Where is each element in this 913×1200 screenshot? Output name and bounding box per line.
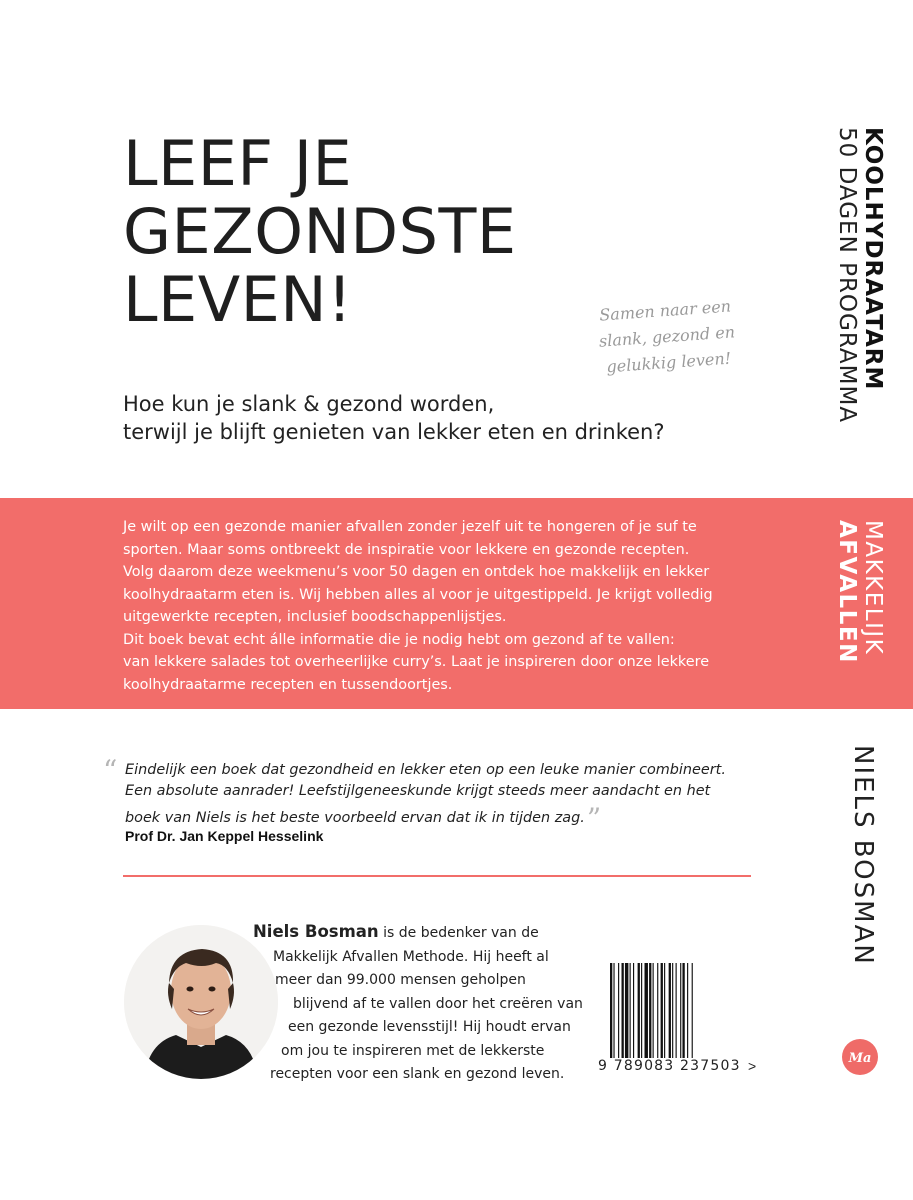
author-bio [253, 920, 583, 1087]
barcode-bar [633, 963, 634, 1058]
headline-line: LEVEN! [123, 263, 353, 336]
subtitle [123, 390, 665, 446]
description-line: sporten. Maar soms ontbreekt de inspiratie voor lekkere en gezonde recepten. [123, 541, 690, 558]
logo-text: Ma [848, 1051, 872, 1066]
headline-line: LEEF JE [123, 127, 353, 200]
quote-line-text: boek van Niels is het beste voorbeeld ervan dat ik in tijden zag. [125, 810, 585, 826]
headline [123, 127, 517, 336]
description-line: Dit boek bevat echt álle informatie die je nodig hebt om gezond af te vallen: [123, 631, 675, 648]
description-text [123, 516, 723, 696]
description-line: koolhydraatarme recepten en tussendoortjes. [123, 676, 453, 693]
barcode-bar [641, 963, 642, 1058]
isbn-arrow: > [748, 1058, 757, 1074]
divider [123, 875, 751, 877]
description-line: Volg daarom deze weekmenu’s voor 50 dagen en ontdek hoe makkelijk en lekker [123, 564, 710, 580]
quote-line: Eindelijk een boek dat gezondheid en lekker eten op een leuke manier combineert. [125, 762, 726, 778]
spine-series-bold: AFVALLEN [834, 520, 860, 664]
spine-title [834, 127, 886, 423]
barcode-bar [657, 963, 658, 1058]
barcode-bar [638, 963, 640, 1058]
description-band [0, 498, 913, 709]
bio-line: Makkelijk Afvallen Methode. Hij heeft al [273, 948, 549, 965]
bio-line: recepten voor een slank en gezond leven. [270, 1066, 565, 1082]
description-line: uitgewerkte recepten, inclusief boodschappenlijstjes. [123, 609, 507, 625]
quote-line: Een absolute aanrader! Leefstijlgeneeskunde krijgt steeds meer aandacht en het [125, 783, 711, 799]
barcode-bar [645, 963, 648, 1058]
publisher-logo-icon [842, 1039, 878, 1075]
bio-line: meer dan 99.000 mensen geholpen [275, 972, 526, 988]
bio-line: om jou te inspireren met de lekkerste [281, 1042, 545, 1059]
barcode-bar [610, 963, 612, 1058]
description-line: van lekkere salades tot overheerlijke curry’s. Laat je inspireren door onze lekkere [123, 654, 710, 670]
bio-first-line [253, 920, 573, 946]
barcode-bar [664, 963, 665, 1058]
barcode-bar [687, 963, 688, 1058]
barcode-bar [625, 963, 628, 1058]
description-line: Je wilt op een gezonde manier afvallen zonder jezelf uit te hongeren of je suf te [123, 519, 697, 535]
barcode-bar [661, 963, 663, 1058]
author-name: Niels Bosman [253, 922, 379, 941]
barcode-bar [622, 963, 624, 1058]
bio-line: blijvend af te vallen door het creëren van [293, 995, 583, 1012]
spine-series-regular: MAKKELIJK [860, 520, 886, 656]
barcode-bar [680, 963, 681, 1058]
handwritten-line: slank, gezond en [598, 322, 736, 351]
handwritten-line: Samen naar een [598, 296, 732, 325]
barcode-bar [613, 963, 614, 1058]
handwritten-line: gelukkig leven! [605, 348, 732, 377]
barcode-bar [649, 963, 651, 1058]
barcode-bar [672, 963, 673, 1058]
subtitle-line: Hoe kun je slank & gezond worden, [123, 392, 495, 416]
isbn-number: 9 789083 237503 [598, 1058, 741, 1074]
barcode-bar [618, 963, 619, 1058]
subtitle-line: terwijl je blijft genieten van lekker eten en drinken? [123, 420, 665, 444]
barcode [610, 963, 740, 1058]
barcode-bar [676, 963, 677, 1058]
barcode-bar [682, 963, 684, 1058]
quote-author: Prof Dr. Jan Keppel Hesselink [125, 828, 324, 844]
spine-author: NIELS BOSMAN [848, 745, 878, 966]
publisher-logo [842, 1039, 878, 1075]
barcode-bar [692, 963, 693, 1058]
spine-title-regular: 50 DAGEN PROGRAMMA [834, 127, 860, 424]
quote-close-mark: ” [586, 802, 602, 835]
quote-line [125, 802, 765, 835]
headline-line: GEZONDSTE [123, 195, 517, 268]
bio-line: een gezonde levensstijl! Hij houdt ervan [288, 1019, 571, 1035]
spine-title-bold: KOOLHYDRAATARM [860, 127, 886, 391]
bio-text: is de bedenker van de [378, 925, 539, 941]
barcode-bar [669, 963, 671, 1058]
barcode-bar [653, 963, 654, 1058]
description-line: koolhydraatarm eten is. Wij hebben alles al voor je uitgestippeld. Je krijgt volledig [123, 586, 713, 603]
quote-open-mark: “ [103, 754, 118, 787]
handwritten-note [589, 293, 744, 381]
spine-series [834, 520, 886, 664]
barcode-bar [630, 963, 631, 1058]
testimonial-quote [125, 760, 765, 835]
